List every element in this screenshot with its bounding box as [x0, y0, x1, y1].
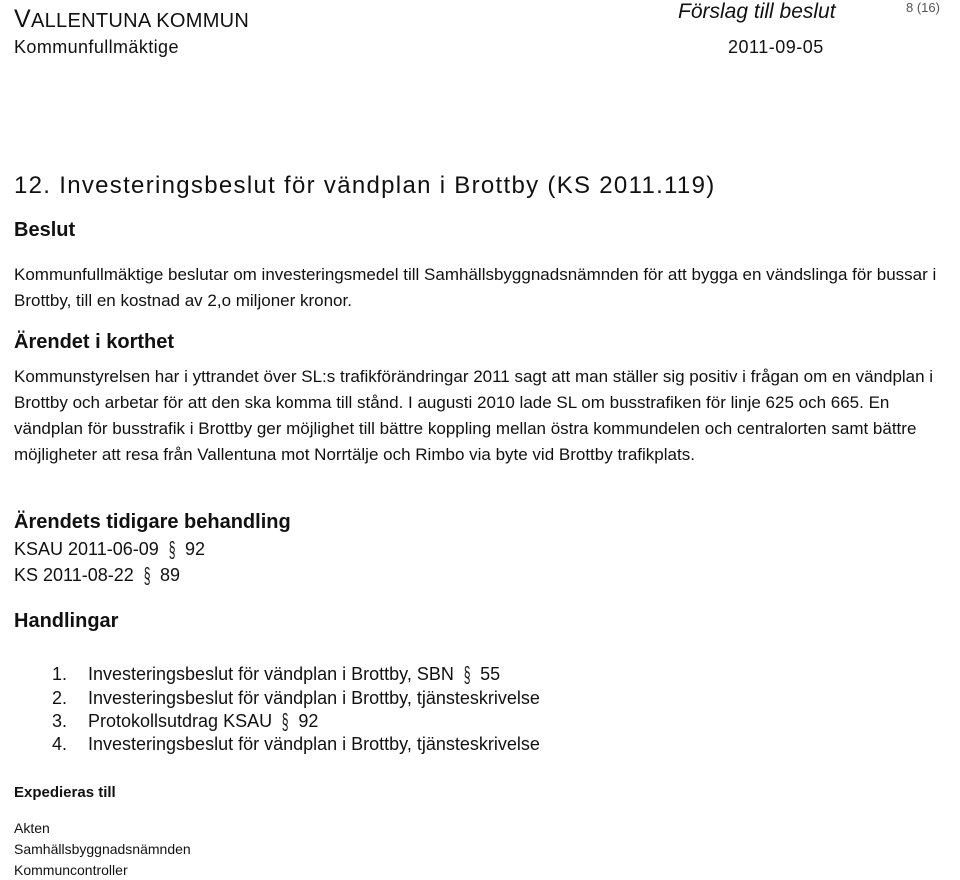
behandling-item-number: 89	[160, 565, 181, 585]
section-sign-icon: §	[168, 537, 176, 562]
expedieras-heading: Expedieras till	[14, 784, 116, 801]
recipient-item: Akten	[14, 820, 50, 836]
page-title: 12. Investeringsbeslut för vändplan i Brottby (KS 2011.119)	[14, 172, 716, 199]
recipient-item: Kommuncontroller	[14, 862, 128, 878]
org-name-rest: ALLENTUNA KOMMUN	[30, 10, 250, 32]
korthet-text: Kommunstyrelsen har i yttrandet över SL:s trafikförändringar 2011 sagt att man ställer sig positiv i frågan om en vändplan i Brottby och arbetar för att den ska komma till stånd. I augusti 2010 lade SL om busstrafiken för linje 625 och 665. En vändplan för busstrafik i Brottby ger möjlighet till bättre koppling mellan östra kommundelen och centralorten samt bättre möjligheter att resa från Vallentuna mot Norrtälje och Rimbo via byte vid Brottby trafikplats.	[14, 367, 934, 464]
list-item	[52, 688, 540, 709]
behandling-item-ref: KS 2011-08-22	[14, 565, 134, 585]
section-sign-icon: §	[463, 662, 471, 687]
list-item-number: 2.	[52, 688, 68, 708]
korthet-heading: Ärendet i korthet	[14, 331, 175, 353]
list-item-text: Investeringsbeslut för vändplan i Brottby, SBN	[88, 664, 454, 684]
document-date: 2011-09-05	[728, 37, 824, 57]
list-item-text: Investeringsbeslut för vändplan i Brottby, tjänsteskrivelse	[88, 734, 540, 754]
behandling-item	[14, 565, 180, 587]
behandling-item-ref: KSAU 2011-06-09	[14, 539, 159, 559]
behandling-heading: Ärendets tidigare behandling	[14, 511, 291, 533]
recipient-item: Samhällsbyggnadsnämnden	[14, 841, 191, 857]
handlingar-heading: Handlingar	[14, 610, 119, 632]
org-name	[14, 5, 249, 34]
page-number: 8 (16)	[906, 0, 940, 15]
section-sign-icon: §	[281, 709, 289, 734]
behandling-item-number: 92	[185, 539, 206, 559]
list-item	[52, 711, 318, 733]
behandling-item	[14, 539, 205, 561]
list-item-ref: 55	[480, 664, 501, 684]
list-item-number: 1.	[52, 664, 68, 684]
beslut-heading: Beslut	[14, 219, 76, 241]
list-item-ref: 92	[298, 711, 319, 731]
body-name: Kommunfullmäktige	[14, 37, 179, 57]
list-item	[52, 664, 500, 686]
list-item	[52, 734, 540, 755]
list-item-number: 4.	[52, 734, 68, 754]
list-item-text: Protokollsutdrag KSAU	[88, 711, 273, 731]
list-item-text: Investeringsbeslut för vändplan i Brottby, tjänsteskrivelse	[88, 688, 540, 708]
beslut-text: Kommunfullmäktige beslutar om investeringsmedel till Samhällsbyggnadsnämnden för att bygga en vändslinga för bussar i Brottby, till en kostnad av 2,o miljoner kronor.	[14, 265, 937, 310]
proposal-label: Förslag till beslut	[678, 0, 836, 23]
list-item-number: 3.	[52, 711, 68, 731]
section-sign-icon: §	[143, 563, 151, 588]
org-name-initial: V	[14, 5, 31, 33]
